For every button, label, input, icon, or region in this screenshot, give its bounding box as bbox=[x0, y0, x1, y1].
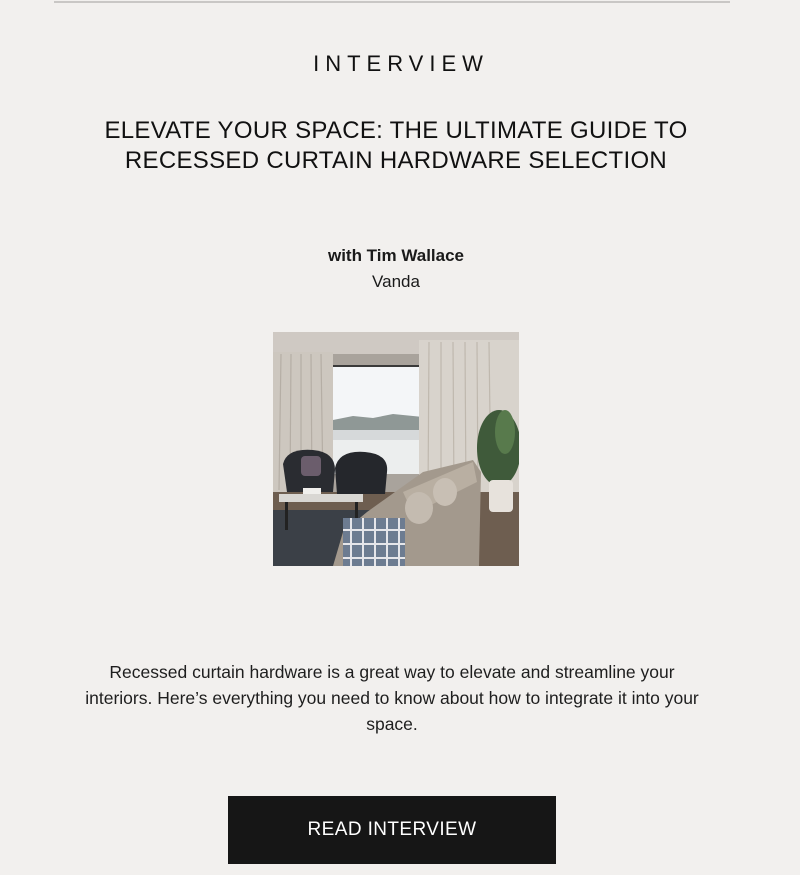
read-interview-button[interactable]: READ INTERVIEW bbox=[228, 796, 556, 864]
interior-living-room-photo[interactable] bbox=[273, 332, 519, 566]
top-divider bbox=[54, 1, 730, 3]
interviewee-byline: with Tim Wallace bbox=[327, 246, 465, 265]
article-headline[interactable]: ELEVATE YOUR SPACE: THE ULTIMATE GUIDE TO RECESSED CURTAIN HARDWARE SELECTION bbox=[104, 117, 688, 174]
section-eyebrow: INTERVIEW bbox=[313, 51, 489, 76]
article-intro: Recessed curtain hardware is a great way to elevate and streamline your interiors. Here’s everything you need to know about how to integrate it into your space. bbox=[85, 662, 699, 734]
interviewee-company: Vanda bbox=[372, 272, 420, 291]
